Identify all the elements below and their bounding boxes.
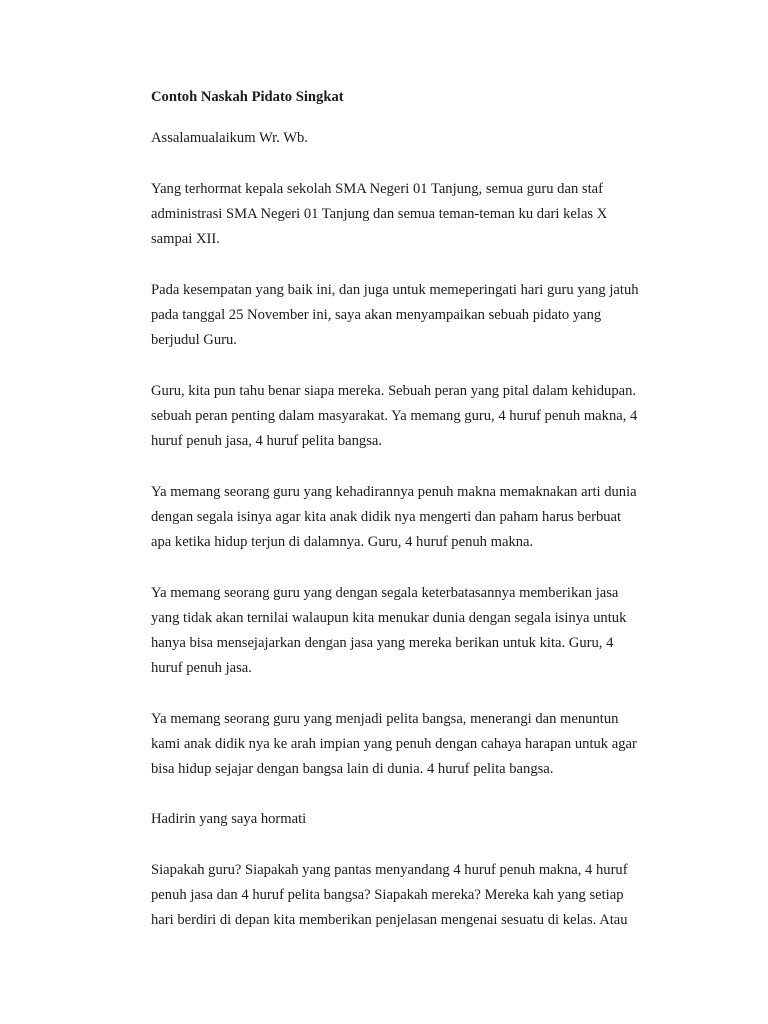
paragraph-line: huruf penuh jasa. (151, 660, 252, 676)
greeting: Assalamualaikum Wr. Wb. (151, 130, 308, 146)
paragraph-line: administrasi SMA Negeri 01 Tanjung dan semua teman-teman ku dari kelas X (151, 206, 608, 222)
paragraph-line: bisa hidup sejajar dengan bangsa lain di dunia. 4 huruf pelita bangsa. (151, 761, 554, 777)
paragraph-line: Ya memang seorang guru yang dengan segala keterbatasannya memberikan jasa (151, 585, 619, 601)
paragraph-line: pada tanggal 25 November ini, saya akan menyampaikan sebuah pidato yang (151, 307, 602, 323)
paragraph-line: Hadirin yang saya hormati (151, 811, 307, 827)
paragraph-line: Ya memang seorang guru yang kehadirannya penuh makna memaknakan arti dunia (151, 484, 637, 500)
paragraph-line: hanya bisa mensejajarkan dengan jasa yang mereka berikan untuk kita. Guru, 4 (151, 635, 614, 651)
paragraph-line: Ya memang seorang guru yang menjadi pelita bangsa, menerangi dan menuntun (151, 711, 619, 727)
paragraph-line: dengan segala isinya agar kita anak didik nya mengerti dan paham harus berbuat (151, 509, 622, 525)
paragraph-line: berjudul Guru. (151, 332, 237, 348)
paragraph-line: hari berdiri di depan kita memberikan penjelasan mengenai sesuatu di kelas. Atau (151, 912, 628, 928)
paragraph-line: huruf penuh jasa, 4 huruf pelita bangsa. (151, 433, 382, 449)
paragraph-line: apa ketika hidup terjun di dalamnya. Guru, 4 huruf penuh makna. (151, 534, 534, 550)
paragraph-line: Pada kesempatan yang baik ini, dan juga untuk memeperingati hari guru yang jatuh (151, 282, 639, 298)
paragraph-line: Siapakah guru? Siapakah yang pantas menyandang 4 huruf penuh makna, 4 huruf (151, 862, 628, 878)
paragraph-line: Yang terhormat kepala sekolah SMA Negeri 01 Tanjung, semua guru dan staf (151, 181, 603, 197)
paragraph-line: penuh jasa dan 4 huruf pelita bangsa? Siapakah mereka? Mereka kah yang setiap (151, 887, 624, 903)
paragraph-line: sampai XII. (151, 231, 220, 247)
paragraph-line: Guru, kita pun tahu benar siapa mereka. Sebuah peran yang pital dalam kehidupan. (151, 383, 637, 399)
paragraph-line: yang tidak akan ternilai walaupun kita menukar dunia dengan segala isinya untuk (151, 610, 627, 626)
paragraph-line: sebuah peran penting dalam masyarakat. Ya memang guru, 4 huruf penuh makna, 4 (151, 408, 638, 424)
paragraph-line: kami anak didik nya ke arah impian yang penuh dengan cahaya harapan untuk agar (151, 736, 637, 752)
document-title: Contoh Naskah Pidato Singkat (151, 89, 344, 105)
